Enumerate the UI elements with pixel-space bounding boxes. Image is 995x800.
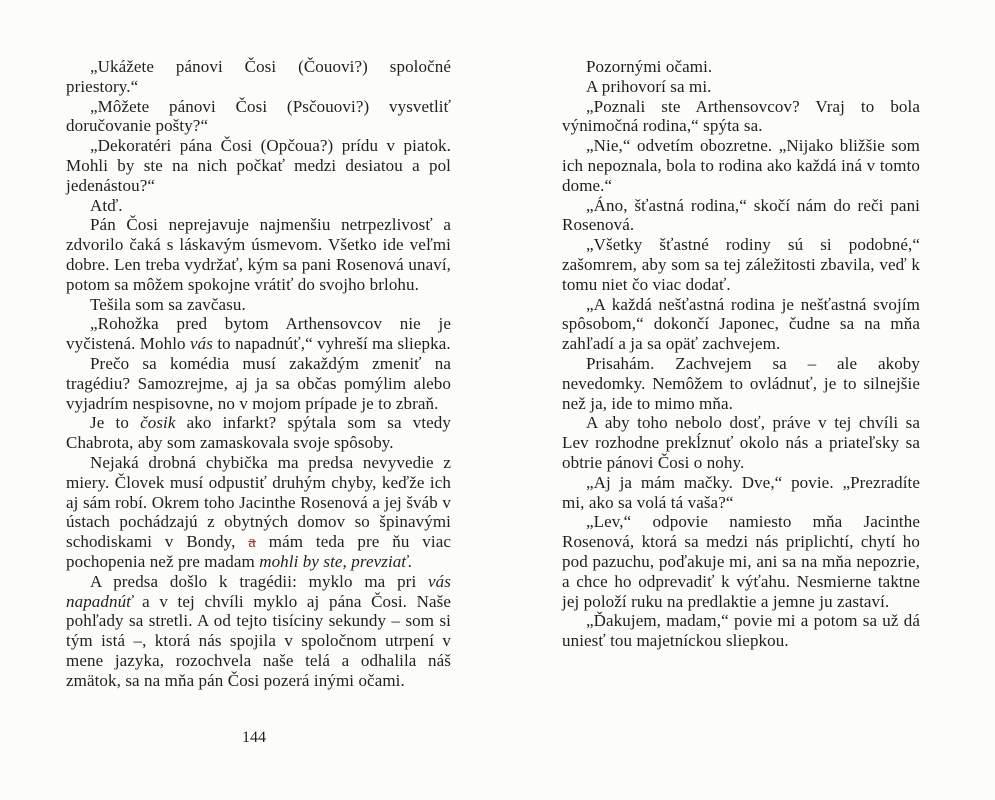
right-page-text-column [562,57,920,651]
paragraph [562,57,920,77]
paragraph [562,235,920,294]
italic-text: mohli by ste, prevziať [259,551,408,571]
paragraph [66,196,451,216]
body-text: Tešila som sa zavčasu. [90,294,246,314]
body-text: a v tej chvíli myklo aj pána Čosi. Naše pohľady sa stretli. A od tejto tisíciny sekundy – som si tým istá –, ktorá nás spojila v spoločnom utrpení v mene jazyka, rozochvela naše telá a odhalila náš zmätok, sa na mňa pán Čosi pozerá inými očami. [66,591,451,690]
body-text: „Všetky šťastné rodiny sú si podobné,“ zašomrem, aby som sa tej záležitosti zbavila, veď k tomu niet čo viac dodať. [562,235,920,294]
body-text: A prihovorí sa mi. [586,76,712,96]
body-text: Nejaká drobná chybička ma predsa nevyvedie z miery. Človek musí odpustiť druhým chyby, keďže ich aj sám robí. Okrem toho Jacinthe Rosenová a jej šváb v ústach pochádzajú z obytných domov so špinavými schodiskami v Bondy, [66,452,451,552]
paragraph [66,314,451,354]
italic-text: vás [190,334,213,354]
page-number: 144 [242,729,266,746]
paragraph [562,512,920,611]
body-text: „Ukážete pánovi Čosi (Čouovi?) spoločné priestory.“ [66,57,451,96]
paragraph [66,572,451,691]
paragraph [66,295,451,315]
body-text: Atď. [90,195,123,215]
paragraph [562,136,920,195]
paragraph [66,413,451,453]
body-text: „Áno, šťastná rodina,“ skočí nám do reči pani Rosenová. [562,195,920,235]
paragraph [562,413,920,472]
body-text: Prečo sa komédia musí zakaždým zmeniť na tragédiu? Samozrejme, aj ja sa občas pomýlim alebo vyjadrím nespisovne, no v mojom prípade je to zbraň. [66,353,451,413]
body-text: ako infarkt? spýtala som sa vtedy Chabrota, aby som zamaskovala svoje spôsoby. [66,413,451,453]
paragraph [562,196,920,236]
paragraph [66,215,451,294]
paragraph [562,97,920,137]
paragraph [562,77,920,97]
body-text: A predsa došlo k tragédii: myklo ma pri [90,571,429,591]
paragraph [66,354,451,413]
body-text: . [407,551,413,571]
struck-out-letter: a [248,532,256,552]
italic-text: vás napadnúť [66,571,451,611]
body-text: „Nie,“ odvetím obozretne. „Nijako bližšie som ich nepoznala, bola to rodina ako každá iná v tomto dome.“ [562,136,920,195]
body-text: „Poznali ste Arthensovcov? Vraj to bola výnimočná rodina,“ spýta sa. [562,96,920,136]
body-text: „Aj ja mám mačky. Dve,“ povie. „Prezradíte mi, ako sa volá tá vaša?“ [562,472,920,512]
paragraph [66,453,451,572]
italic-text: čosik [140,413,176,433]
body-text: „Ďakujem, madam,“ povie mi a potom sa už dá uniesť tou majetníckou sliepkou. [562,611,920,651]
body-text: Prisahám. Zachvejem sa – ale akoby nevedomky. Nemôžem to ovládnuť, je to silnejšie než ja, ide to mimo mňa. [562,353,920,413]
body-text: Pozornými očami. [586,57,713,76]
paragraph [66,57,451,97]
paragraph [562,354,920,413]
body-text: „Rohožka pred bytom Arthensovcov nie je vyčistená. Mohlo [66,314,451,354]
body-text: „Môžete pánovi Čosi (Psčouovi?) vysvetliť doručovanie pošty?“ [66,96,451,136]
paragraph [562,295,920,354]
body-text: Pán Čosi neprejavuje najmenšiu netrpezlivosť a zdvorilo čaká s láskavým úsmevom. Všetko ide veľmi dobre. Len treba vydržať, kým sa pani Rosenová unaví, potom sa môžem spokojne vrátiť do svojho brlohu. [66,215,451,294]
body-text: „Dekoratéri pána Čosi (Opčoua?) prídu v piatok. Mohli by ste na nich počkať medzi desiatou a pol jedenástou?“ [66,136,451,195]
body-text: „A každá nešťastná rodina je nešťastná svojím spôsobom,“ dokončí Japonec, čudne sa na mňa zahľadí a ja sa opäť zachvejem. [562,294,920,354]
body-text: Je to [90,413,141,433]
paragraph [66,136,451,195]
paragraph [562,473,920,513]
body-text: A aby toho nebolo dosť, práve v tej chvíli sa Lev rozhodne prekĺznuť okolo nás a priateľsky sa obtrie pánovi Čosi o nohy. [562,413,920,472]
body-text: mám teda pre ňu viac pochopenia než pre madam [66,532,451,571]
left-page-text-column [66,57,451,691]
paragraph [66,97,451,137]
paragraph [562,611,920,651]
body-text: „Lev,“ odpovie namiesto mňa Jacinthe Rosenová, ktorá sa medzi nás priplichtí, chytí ho pod pazuchu, poďakuje mi, ani sa na mňa nepozrie, a chce ho odprevadiť k výťahu. Nesmierne taktne jej položí ruku na predlaktie a jemne ju zastaví. [562,512,920,611]
body-text: to napadnúť,“ vyhreší ma sliepka. [212,334,451,354]
